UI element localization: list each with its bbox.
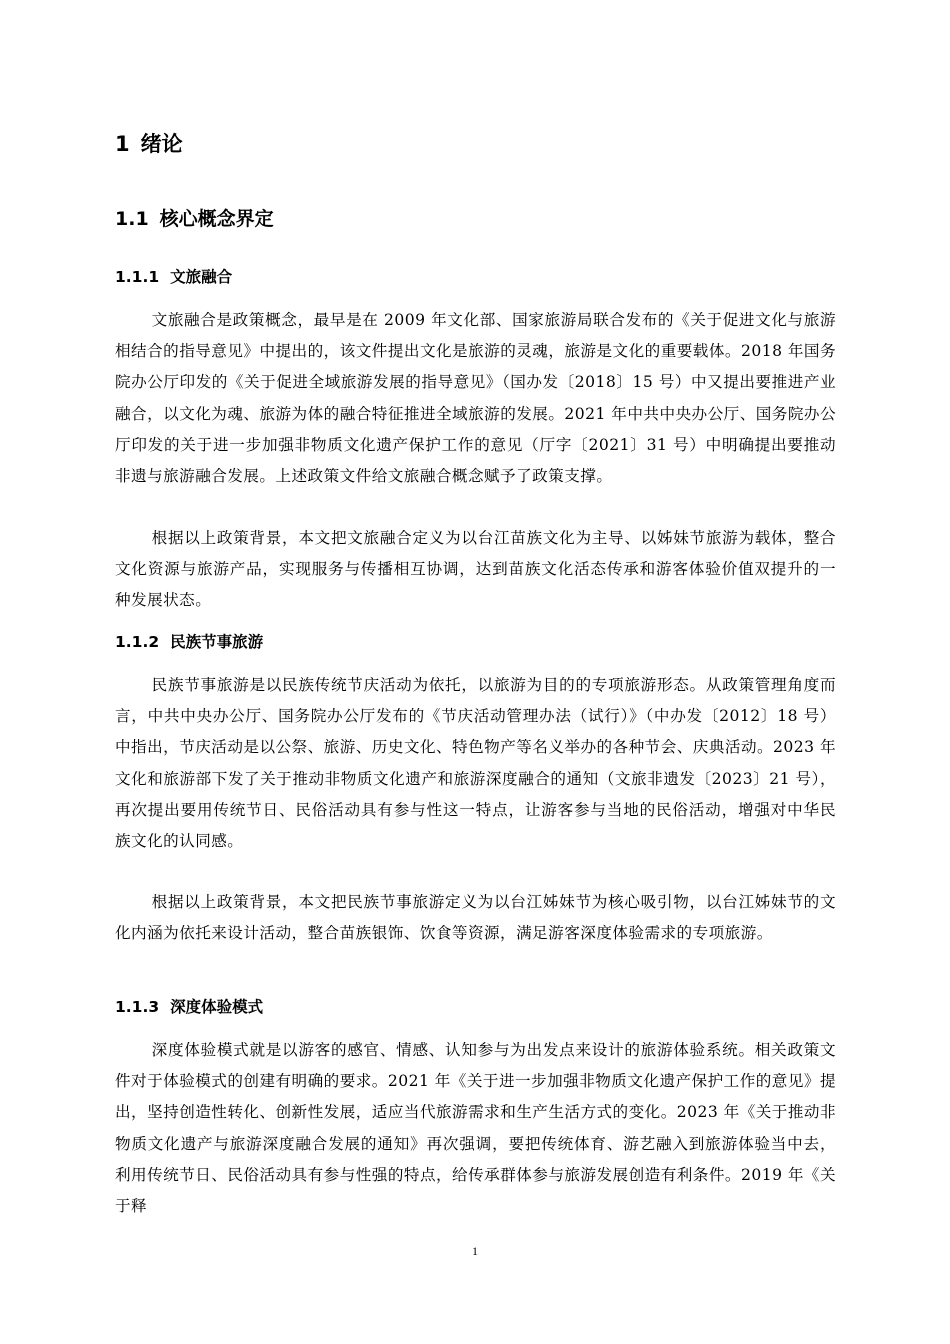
subsection-heading-1-1-3 — [115, 995, 263, 1019]
section-number: 1.1 — [115, 208, 149, 230]
body-paragraph: 深度体验模式就是以游客的感官、情感、认知参与为出发点来设计的旅游体验系统。相关政策文件对于体验模式的创建有明确的要求。2021 年《关于进一步加强非物质文化遗产保护工作的意见》提出，坚持创造性转化、创新性发展，适应当代旅游需求和生产生活方式的变化。2023 年《关于推动非物质文化遗产与旅游深度融合发展的通知》再次强调，要把传统体育、游艺融入到旅游体验当中去，利用传统节日、民俗活动具有参与性强的特点，给传承群体参与旅游发展创造有利条件。2019 年《关于释 — [115, 1041, 836, 1216]
subsection-number: 1.1.1 — [115, 268, 160, 286]
body-paragraph: 文旅融合是政策概念，最早是在 2009 年文化部、国家旅游局联合发布的《关于促进文化与旅游相结合的指导意见》中提出的，该文件提出文化是旅游的灵魂，旅游是文化的重要载体。2018 年国务院办公厅印发的《关于促进全域旅游发展的指导意见》（国办发〔2018〕15 号）中又提出要推进产业融合，以文化为魂、旅游为体的融合特征推进全域旅游的发展。2021 年中共中央办公厅、国务院办公厅印发的关于进一步加强非物质文化遗产保护工作的意见（厅字〔2021〕31 号）中明确提出要推动非遗与旅游融合发展。上述政策文件给文旅融合概念赋予了政策支撑。 — [115, 311, 836, 486]
chapter-title: 绪论 — [140, 132, 183, 156]
chapter-heading — [115, 129, 183, 159]
section-heading — [115, 205, 274, 233]
chapter-number: 1 — [115, 132, 130, 156]
body-paragraph: 根据以上政策背景，本文把民族节事旅游定义为以台江姊妹节为核心吸引物，以台江姊妹节的文化内涵为依托来设计活动，整合苗族银饰、饮食等资源，满足游客深度体验需求的专项旅游。 — [115, 893, 836, 943]
subsection-heading-1-1-1 — [115, 265, 232, 289]
section-title: 核心概念界定 — [159, 208, 274, 230]
subsection-number: 1.1.3 — [115, 998, 160, 1016]
subsection-title: 深度体验模式 — [170, 998, 264, 1016]
body-paragraph: 根据以上政策背景，本文把文旅融合定义为以台江苗族文化为主导、以姊妹节旅游为载体，整合文化资源与旅游产品，实现服务与传播相互协调，达到苗族文化活态传承和游客体验价值双提升的一种发展状态。 — [115, 529, 836, 610]
subsection-heading-1-1-2 — [115, 630, 263, 654]
subsection-number: 1.1.2 — [115, 633, 160, 651]
body-paragraph: 民族节事旅游是以民族传统节庆活动为依托，以旅游为目的的专项旅游形态。从政策管理角度而言，中共中央办公厅、国务院办公厅发布的《节庆活动管理办法（试行）》（中办发〔2012〕18 号）中指出，节庆活动是以公祭、旅游、历史文化、特色物产等名义举办的各种节会、庆典活动。2023 年文化和旅游部下发了关于推动非物质文化遗产和旅游深度融合的通知（文旅非遗发〔2023〕21 号），再次提出要用传统节日、民俗活动具有参与性这一特点，让游客参与当地的民俗活动，增强对中华民族文化的认同感。 — [115, 676, 836, 851]
subsection-title: 民族节事旅游 — [170, 633, 264, 651]
subsection-title: 文旅融合 — [170, 268, 233, 286]
page-number: 1 — [472, 1244, 478, 1258]
